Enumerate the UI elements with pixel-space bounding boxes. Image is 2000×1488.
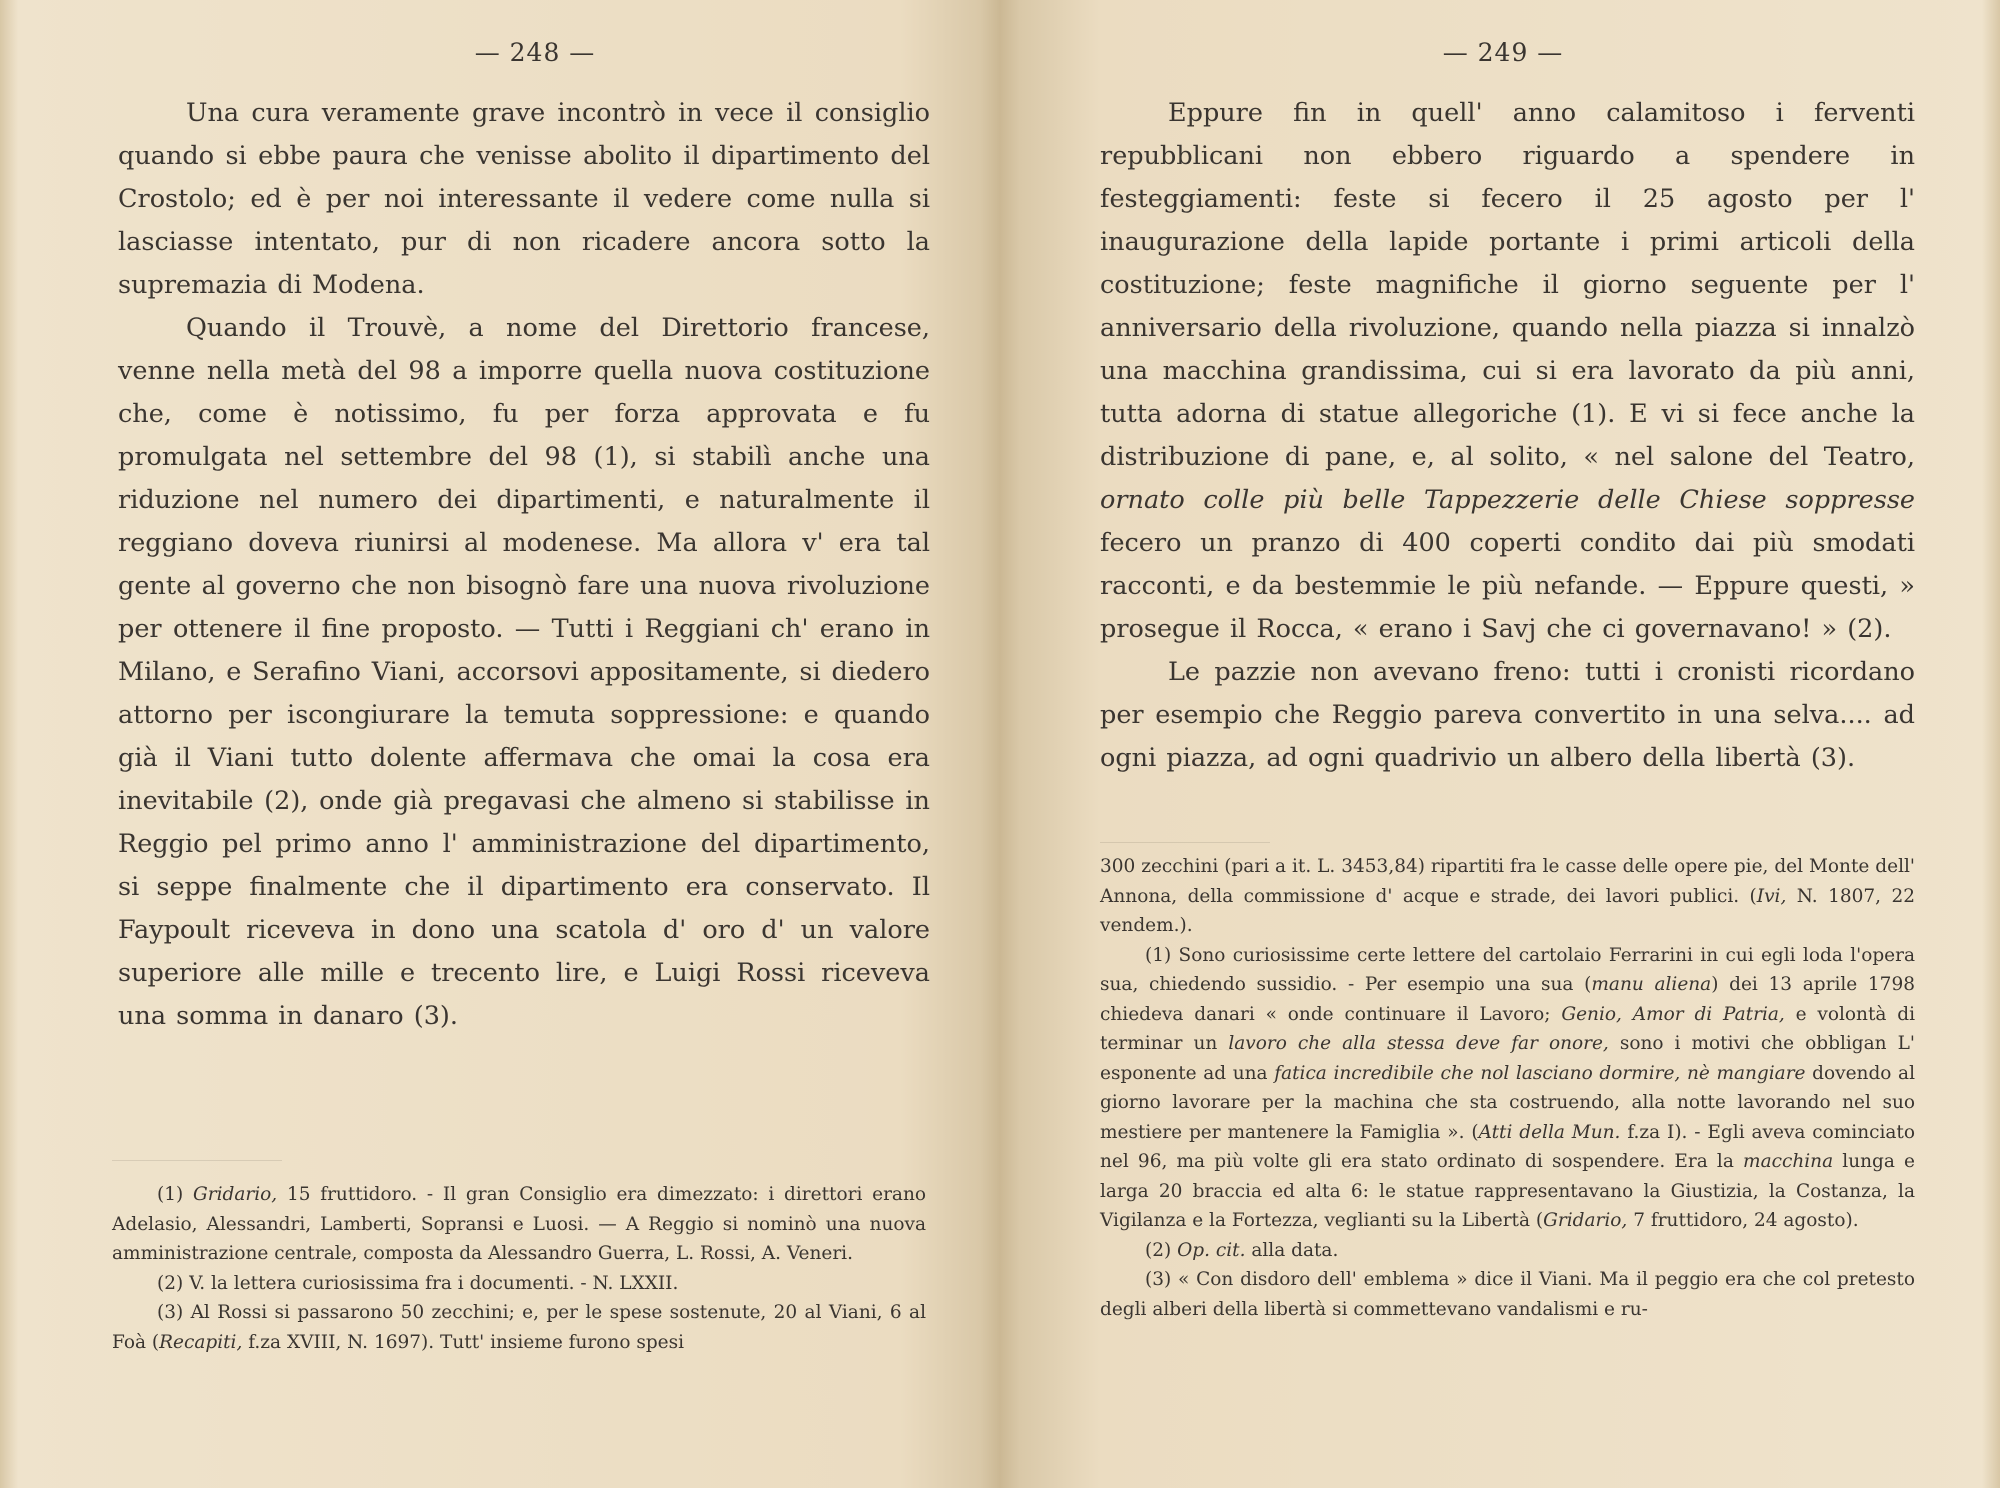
paragraph: Quando il Trouvè, a nome del Direttorio francese, venne nella metà del 98 a imporre quella nuova costituzione che, come è notissimo, fu per forza approvata e fu promulgata nel settembre del 98 (1), si stabilì anche una riduzione nel numero dei dipartimenti, e naturalmente il reggiano doveva riunirsi al modenese. Ma allora v' era tal gente al governo che non bisognò fare una nuova rivoluzione per ottenere il fine proposto. — Tutti i Reggiani ch' erano in Milano, e Serafino Viani, accorsovi appositamente, si diedero attorno per iscongiurare la temuta soppressione: e quando già il Viani tutto dolente affermava che omai la cosa era inevitabile (2), onde già pregavasi che almeno si stabilisse in Reggio pel primo anno l' amministrazione del dipartimento, si seppe finalmente che il dipartimento era conservato. Il Faypoult riceveva in dono una scatola d' oro d' un valore superiore alle mille e trecento lire, e Luigi Rossi riceveva una somma in danaro (3). bbox=[118, 313, 930, 1031]
footnote-text: f.za XVIII, N. 1697). Tutt' insieme furono spesi bbox=[242, 1331, 685, 1353]
paragraph-text: Eppure fin in quell' anno calamitoso i ferventi repubblicani non ebbero riguardo a spendere in festeggiamenti: feste si fecero il 25 agosto per l' inaugurazione della lapide portante i primi articoli della costituzione; feste magnifiche il giorno seguente per l' anniversario della rivoluzione, quando nella piazza si innalzò una macchina grandissima, cui si era lavorato da più anni, tutta adorna di statue allegoriche (1). E vi si fece anche la distribuzione di pane, e, al solito, « nel salone del Teatro, bbox=[1100, 98, 1915, 472]
italic-quote: ornato colle più belle Tappezzerie delle Chiese soppresse bbox=[1100, 485, 1915, 515]
left-body-text bbox=[118, 92, 930, 1038]
page-edge-shadow bbox=[1982, 0, 2000, 1488]
footnote-text: sono i motivi che obbligan L' esponente ad una bbox=[1100, 1033, 1915, 1084]
footnote-marker: (1) bbox=[157, 1184, 184, 1205]
paragraph bbox=[1100, 92, 1915, 651]
footnote-source: Recapiti, bbox=[159, 1331, 243, 1353]
footnote-text: 300 zecchini (pari a it. L. 3453,84) ripartiti fra le casse delle opere pie, del Monte dell' Annona, della commissione d' acque e strade, dei lavori publici. ( bbox=[1100, 856, 1915, 907]
footnote-italic: manu aliena bbox=[1591, 974, 1712, 995]
footnote-italic: Gridario, bbox=[1543, 1210, 1628, 1231]
footnote-source: Gridario, bbox=[192, 1184, 278, 1205]
footnote-3: (3) « Con disdoro dell' emblema » dice il Viani. Ma il peggio era che col pretesto degli alberi della libertà si commettevano vandalismi e ru- bbox=[1100, 1269, 1915, 1320]
footnote-text: ) dei 13 aprile 1798 chiedeva danari « onde continuare il Lavoro; bbox=[1100, 974, 1915, 1025]
footnote-separator bbox=[1100, 842, 1270, 843]
footnote-text: 7 fruttidoro, 24 agosto). bbox=[1627, 1210, 1859, 1231]
footnote-italic: Atti della Mun. bbox=[1478, 1121, 1621, 1143]
right-page bbox=[1000, 0, 2000, 1488]
footnote-text: 15 fruttidoro. - Il gran Consiglio era dimezzato: i direttori erano Adelasio, Alessandri, Lamberti, Sopransi e Luosi. — A Reggio si nominò una nuova amministrazione centrale, composta da Alessandro Guerra, L. Rossi, A. Veneri. bbox=[112, 1184, 926, 1264]
footnote-text: alla data. bbox=[1245, 1239, 1339, 1261]
footnote-separator bbox=[112, 1160, 282, 1161]
footnote-italic: Genio, Amor di Patria, bbox=[1561, 1003, 1785, 1025]
page-number-249: — 249 — bbox=[1442, 38, 1564, 67]
footnote-1 bbox=[112, 1180, 926, 1269]
footnote-1 bbox=[1100, 941, 1915, 1236]
footnote-italic: lavoro che alla stessa deve far onore, bbox=[1228, 1033, 1609, 1054]
footnote-text: N. 1807, 22 vendem.). bbox=[1100, 885, 1916, 936]
footnote-text: (1) Sono curiosissime certe lettere del cartolaio Ferrarini in cui egli loda l'opera sua, chiedendo sussidio. - Per esempio una sua ( bbox=[1100, 944, 1915, 995]
right-footnotes bbox=[1100, 852, 1915, 1324]
footnote-text: dovendo al giorno lavorare per la machina che sta costruendo, alla notte lavorando nel suo mestiere per mantenere la Famiglia ». ( bbox=[1100, 1062, 1916, 1143]
footnote-text: f.za I). - Egli aveva cominciato nel 96, ma più volte gli era stato ordinato di sospendere. Era la bbox=[1100, 1121, 1916, 1172]
footnote-italic: fatica incredibile che nol lasciano dormire, nè mangiare bbox=[1274, 1062, 1806, 1084]
paragraph: Le pazzie non avevano freno: tutti i cronisti ricordano per esempio che Reggio pareva convertito in una selva.... ad ogni piazza, ad ogni quadrivio un albero della libertà (3). bbox=[1100, 657, 1915, 773]
left-footnotes bbox=[112, 1180, 926, 1357]
footnote-text: (2) bbox=[1145, 1239, 1178, 1261]
paragraph: Una cura veramente grave incontrò in vece il consiglio quando si ebbe paura che venisse abolito il dipartimento del Crostolo; ed è per noi interessante il vedere come nulla si lasciasse intentato, pur di non ricadere ancora sotto la supremazia di Modena. bbox=[118, 98, 930, 300]
footnote-3 bbox=[112, 1298, 926, 1357]
footnote-source: Ivi, bbox=[1756, 885, 1787, 907]
right-body-text bbox=[1100, 92, 1915, 780]
footnote-italic: Op. cit. bbox=[1177, 1239, 1246, 1261]
footnote-italic: macchina bbox=[1743, 1151, 1834, 1172]
footnote-text: (3) Al Rossi si passarono 50 zecchini; e, per le spese sostenute, 20 al Viani, 6 al Foà ( bbox=[112, 1302, 926, 1353]
page-edge-shadow bbox=[0, 0, 18, 1488]
footnote-2 bbox=[1100, 1236, 1915, 1266]
footnote-text: e volontà di terminar un bbox=[1100, 1003, 1916, 1054]
footnote-text: lunga e larga 20 braccia ed alta 6: le statue rappresentavano la Giustizia, la Costanza, la Vigilanza e la Fortezza, veglianti su la Libertà ( bbox=[1100, 1151, 1916, 1231]
footnote-continuation bbox=[1100, 852, 1915, 941]
page-number-248: — 248 — bbox=[474, 38, 596, 67]
paragraph-text: fecero un pranzo di 400 coperti condito dai più smodati racconti, e da bestemmie le più nefande. — Eppure questi, » prosegue il Rocca, « erano i Savj che ci governavano! » (2). bbox=[1100, 528, 1915, 644]
footnote-2: (2) V. la lettera curiosissima fra i documenti. - N. LXXII. bbox=[157, 1272, 679, 1294]
